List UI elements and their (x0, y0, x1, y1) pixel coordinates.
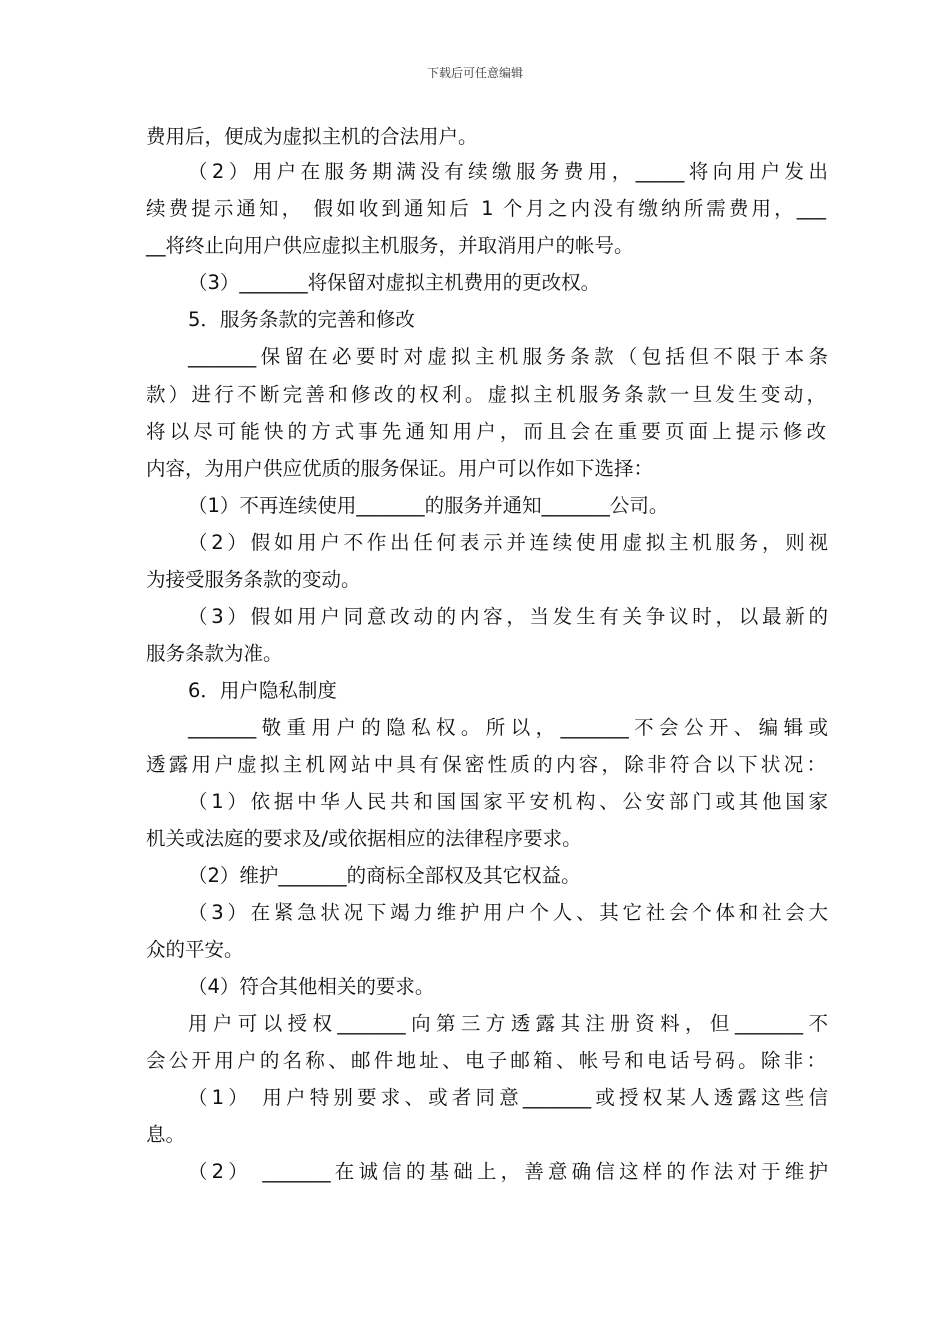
text-line: 将以尽可能快的方式事先通知用户，而且会在重要页面上提示修改 (146, 420, 826, 443)
text-line: 费用后，便成为虚拟主机的合法用户。 (146, 125, 478, 148)
text-line: 款）进行不断完善和修改的权利。虚拟主机服务条款一旦发生变动， (146, 383, 826, 406)
text-line: （3）_______将保留对虚拟主机费用的更改权。 (188, 271, 601, 294)
section-heading: 5．服务条款的完善和修改 (188, 308, 415, 331)
text-line: （2）维护_______的商标全部权及其它权益。 (188, 864, 581, 887)
text-line: （1）不再连续使用_______的服务并通知_______公司。 (188, 494, 669, 517)
text-line: （2）用户在服务期满没有续缴服务费用，_____将向用户发出 (188, 160, 828, 183)
section-heading: 6．用户隐私制度 (188, 679, 337, 702)
text-line: 机关或法庭的要求及/或依据相应的法律程序要求。 (146, 827, 582, 850)
text-line: __将终止向用户供应虚拟主机服务，并取消用户的帐号。 (146, 234, 634, 257)
text-line: 续费提示通知， 假如收到通知后 1 个月之内没有缴纳所需费用，___ (146, 197, 826, 220)
text-line: _______敬重用户的隐私权。所以，_______不会公开、编辑或 (188, 716, 828, 739)
text-line: 息。 (146, 1123, 186, 1146)
text-line: 服务条款为准。 (146, 642, 283, 665)
text-line: （1）依据中华人民共和国国家平安机构、公安部门或其他国家 (188, 790, 828, 813)
text-line: 为接受服务条款的变动。 (146, 568, 361, 591)
text-line: 会公开用户的名称、邮件地址、电子邮箱、帐号和电话号码。除非： (146, 1049, 826, 1072)
text-line: 透露用户虚拟主机网站中具有保密性质的内容，除非符合以下状况： (146, 753, 826, 776)
text-line: 用户可以授权_______向第三方透露其注册资料，但_______不 (188, 1012, 828, 1035)
page-header: 下载后可任意编辑 (426, 66, 523, 80)
text-line: （3）在紧急状况下竭力维护用户个人、其它社会个体和社会大 (188, 901, 828, 924)
text-line: 内容，为用户供应优质的服务保证。用户可以作如下选择： (146, 457, 654, 480)
text-line: （1） 用户特别要求、或者同意_______或授权某人透露这些信 (188, 1086, 828, 1109)
text-line: 众的平安。 (146, 938, 244, 961)
text-line: （4）符合其他相关的要求。 (188, 975, 435, 998)
text-line: _______保留在必要时对虚拟主机服务条款（包括但不限于本条 (188, 345, 828, 368)
text-line: （2）假如用户不作出任何表示并连续使用虚拟主机服务，则视 (188, 531, 828, 554)
text-line: （2） _______在诚信的基础上，善意确信这样的作法对于维护 (188, 1160, 828, 1183)
text-line: （3）假如用户同意改动的内容，当发生有关争议时，以最新的 (188, 605, 828, 628)
